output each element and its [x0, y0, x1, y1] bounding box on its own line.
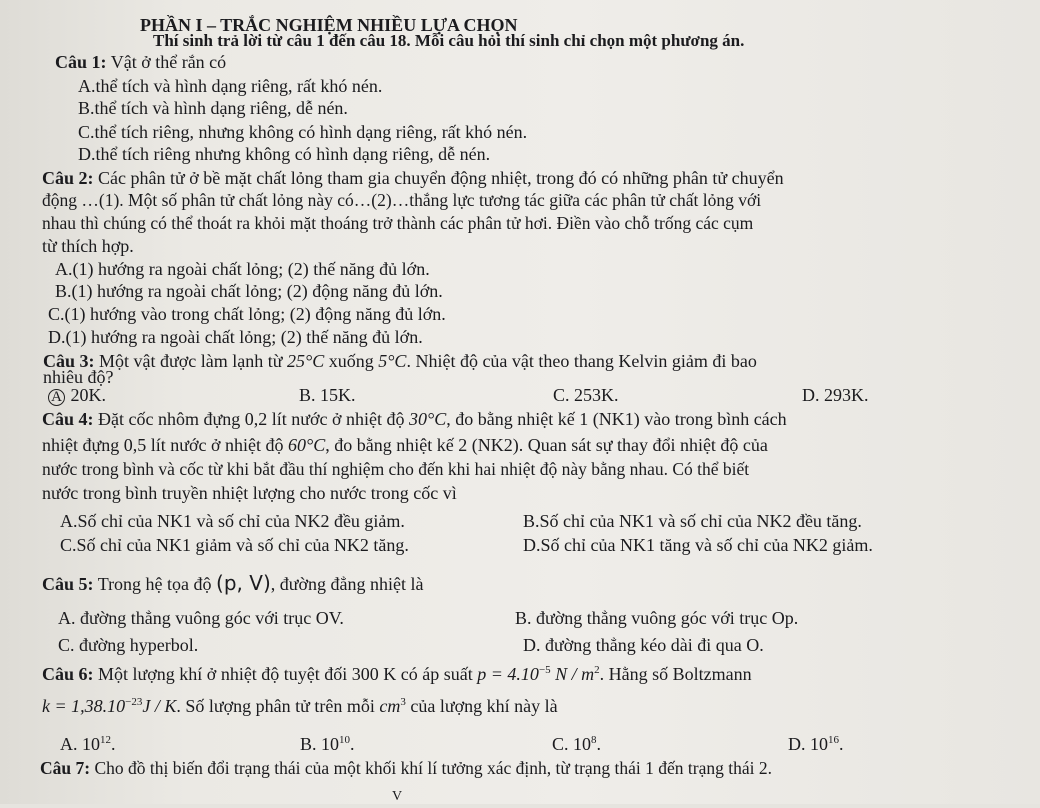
- q5-option-d[interactable]: D. đường thẳng kéo dài đi qua O.: [523, 635, 764, 655]
- q4-line-1: Câu 4: Đặt cốc nhôm đựng 0,2 lít nước ở nhiệt độ 30°C, đo bằng nhiệt kế 1 (NK1) vào trong bình cách: [42, 409, 787, 429]
- q3-option-d[interactable]: D. 293K.: [802, 385, 869, 405]
- q3-line-2: nhiêu độ?: [43, 367, 114, 387]
- q2-line-2: động …(1). Một số phân tử chất lỏng này có…(2)…thắng lực tương tác giữa các phân tử chất lỏng với: [42, 190, 762, 210]
- q6-line-2: $k = 1,38.10^{-23}J / K$. Số lượng phân tử trên mỗi $cm^3$ của lượng khí này là: [42, 696, 558, 716]
- q2-line-4: từ thích hợp.: [42, 236, 134, 256]
- q1-option-b[interactable]: B.thể tích và hình dạng riêng, dễ nén.: [78, 98, 348, 118]
- q2-option-c[interactable]: C.(1) hướng vào trong chất lỏng; (2) động năng đủ lớn.: [48, 304, 446, 324]
- q5-option-b[interactable]: B. đường thẳng vuông góc với trục Op.: [515, 608, 799, 628]
- q6-option-b[interactable]: B. $10^{10}$.: [300, 734, 355, 754]
- selected-answer-circle: A: [48, 389, 65, 406]
- q2-label: Câu 2:: [42, 168, 94, 188]
- q4-line-4: nước trong bình truyền nhiệt lượng cho nước trong cốc vì: [42, 483, 457, 503]
- q5-option-c[interactable]: C. đường hyperbol.: [58, 635, 199, 655]
- q4-line-3: nước trong bình và cốc từ khi bắt đầu thí nghiệm cho đến khi hai nhiệt độ này bằng nhau. Có thể biết: [42, 459, 750, 479]
- q5-stem: Câu 5: Trong hệ tọa độ (p, V), đường đẳng nhiệt là: [42, 571, 424, 595]
- section-title: PHẦN I – TRẮC NGHIỆM NHIỀU LỰA CHỌN: [140, 15, 518, 35]
- q3-line-1: Câu 3: Một vật được làm lạnh từ 25°C xuống 5°C. Nhiệt độ của vật theo thang Kelvin giảm đi bao: [43, 351, 757, 371]
- q6-option-c[interactable]: C. $10^8$.: [552, 734, 602, 754]
- q1-option-a[interactable]: A.thể tích và hình dạng riêng, rất khó nén.: [78, 76, 383, 96]
- q2-option-d[interactable]: D.(1) hướng ra ngoài chất lỏng; (2) thế năng đủ lớn.: [48, 327, 423, 347]
- q7-stem: Câu 7: Cho đồ thị biến đổi trạng thái của một khối khí lí tưởng xác định, từ trạng thái 1 đến trạng thái 2.: [40, 758, 773, 778]
- q5-label: Câu 5:: [42, 574, 94, 594]
- q1-option-c[interactable]: C.thể tích riêng, nhưng không có hình dạng riêng, rất khó nén.: [78, 122, 528, 142]
- q4-option-d[interactable]: D.Số chỉ của NK1 tăng và số chỉ của NK2 giảm.: [523, 535, 873, 555]
- graph-axis-label: V: [392, 789, 403, 804]
- q4-line-2: nhiệt đựng 0,5 lít nước ở nhiệt độ 60°C, đo bằng nhiệt kế 2 (NK2). Quan sát sự thay đổi nhiệt độ của: [42, 435, 768, 455]
- q3-label: Câu 3:: [43, 351, 95, 371]
- q4-label: Câu 4:: [42, 409, 94, 429]
- q3-option-b[interactable]: B. 15K.: [299, 385, 356, 405]
- q3-option-a[interactable]: A 20K.: [48, 384, 106, 406]
- q4-option-c[interactable]: C.Số chỉ của NK1 giảm và số chỉ của NK2 tăng.: [60, 535, 409, 555]
- q4-option-b[interactable]: B.Số chỉ của NK1 và số chỉ của NK2 đều tăng.: [523, 511, 862, 531]
- q4-option-a[interactable]: A.Số chỉ của NK1 và số chỉ của NK2 đều giảm.: [60, 511, 405, 531]
- q1-option-d[interactable]: D.thể tích riêng nhưng không có hình dạng riêng, dễ nén.: [78, 144, 491, 164]
- q2-line-3: nhau thì chúng có thể thoát ra khỏi mặt thoáng trở thành các phân tử hơi. Điền vào chỗ trống các cụm: [42, 213, 754, 233]
- q2-line-1: Câu 2: Các phân tử ở bề mặt chất lỏng tham gia chuyển động nhiệt, trong đó có những phân tử chuyển: [42, 168, 784, 188]
- q6-option-a[interactable]: A. $10^{12}$.: [60, 734, 116, 754]
- q6-option-d[interactable]: D. $10^{16}$.: [788, 734, 844, 754]
- q1-label: Câu 1:: [55, 52, 107, 72]
- instruction: Thí sinh trả lời từ câu 1 đến câu 18. Mỗi câu hỏi thí sinh chỉ chọn một phương án.: [153, 31, 745, 50]
- q3-option-c[interactable]: C. 253K.: [553, 385, 619, 405]
- q5-option-a[interactable]: A. đường thẳng vuông góc với trục OV.: [58, 608, 344, 628]
- q6-label: Câu 6:: [42, 664, 94, 684]
- q6-line-1: Câu 6: Một lượng khí ở nhiệt độ tuyệt đối 300 K có áp suất $p = 4.10^{-5}$ N / $m^2$. Hằng số Boltzmann: [42, 664, 752, 684]
- q2-option-a[interactable]: A.(1) hướng ra ngoài chất lỏng; (2) thế năng đủ lớn.: [55, 259, 430, 279]
- q7-label: Câu 7:: [40, 758, 91, 778]
- q1-stem: Câu 1: Vật ở thể rắn có: [55, 52, 227, 72]
- q2-option-b[interactable]: B.(1) hướng ra ngoài chất lỏng; (2) động năng đủ lớn.: [55, 281, 443, 301]
